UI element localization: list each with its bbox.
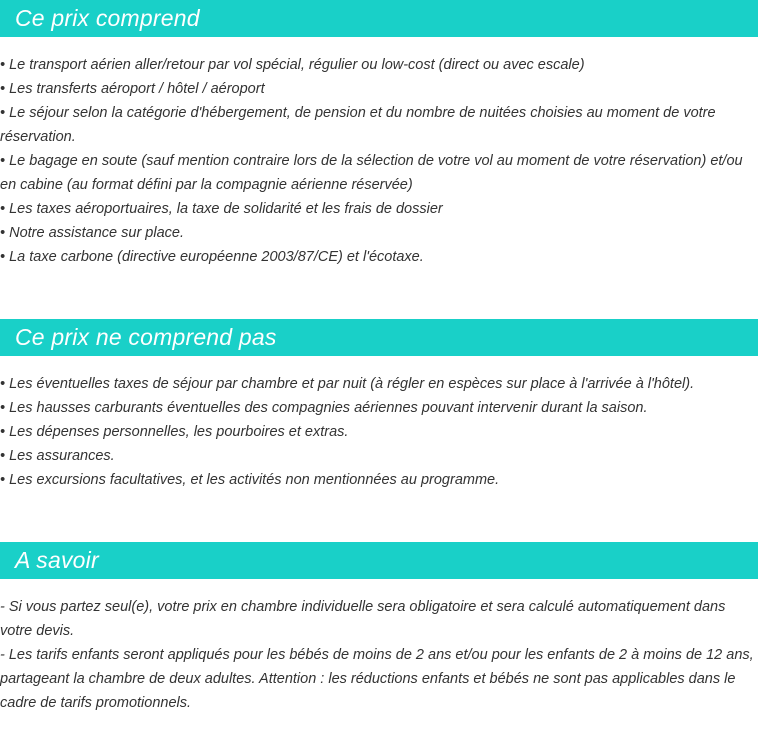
list-item: • Notre assistance sur place. <box>0 225 184 241</box>
section-title-included: Ce prix comprend <box>15 5 200 31</box>
list-item: • Les excursions facultatives, et les activités non mentionnées au programme. <box>0 472 500 488</box>
section-body-included <box>0 53 756 269</box>
section-title-not-included: Ce prix ne comprend pas <box>15 324 277 350</box>
list-item: • Les dépenses personnelles, les pourboires et extras. <box>0 424 349 440</box>
list-item: • Les éventuelles taxes de séjour par chambre et par nuit (à régler en espèces sur place à l'arrivée à l'hôtel). <box>0 376 695 392</box>
list-item: • Les hausses carburants éventuelles des compagnies aériennes pouvant intervenir durant la saison. <box>0 400 648 416</box>
list-item: • Les assurances. <box>0 448 115 464</box>
section-header-not-included <box>0 319 758 356</box>
section-header-included <box>0 0 758 37</box>
section-body-not-included <box>0 372 756 492</box>
list-item: • Les taxes aéroportuaires, la taxe de solidarité et les frais de dossier <box>0 201 443 217</box>
section-body-a-savoir <box>0 595 756 715</box>
list-item: - Les tarifs enfants seront appliqués pour les bébés de moins de 2 ans et/ou pour les enfants de 2 à moins de 12 ans, partageant la chambre de deux adultes. Attention : les réductions enfants et bébés ne sont pas applicables dans le cadre de tarifs promotionnels. <box>0 647 754 711</box>
list-item: • Le transport aérien aller/retour par vol spécial, régulier ou low-cost (direct ou avec escale) <box>0 57 585 73</box>
section-header-a-savoir <box>0 542 758 579</box>
list-item: • Le séjour selon la catégorie d'hébergement, de pension et du nombre de nuitées choisies au moment de votre réservation. <box>0 105 716 145</box>
list-item: - Si vous partez seul(e), votre prix en chambre individuelle sera obligatoire et sera calculé automatiquement dans votre devis. <box>0 599 726 639</box>
list-item: • Les transferts aéroport / hôtel / aéroport <box>0 81 265 97</box>
list-item: • La taxe carbone (directive européenne 2003/87/CE) et l'écotaxe. <box>0 249 424 265</box>
list-item: • Le bagage en soute (sauf mention contraire lors de la sélection de votre vol au moment de votre réservation) et/ou en cabine (au format défini par la compagnie aérienne réservée) <box>0 153 743 193</box>
section-title-a-savoir: A savoir <box>15 547 99 573</box>
